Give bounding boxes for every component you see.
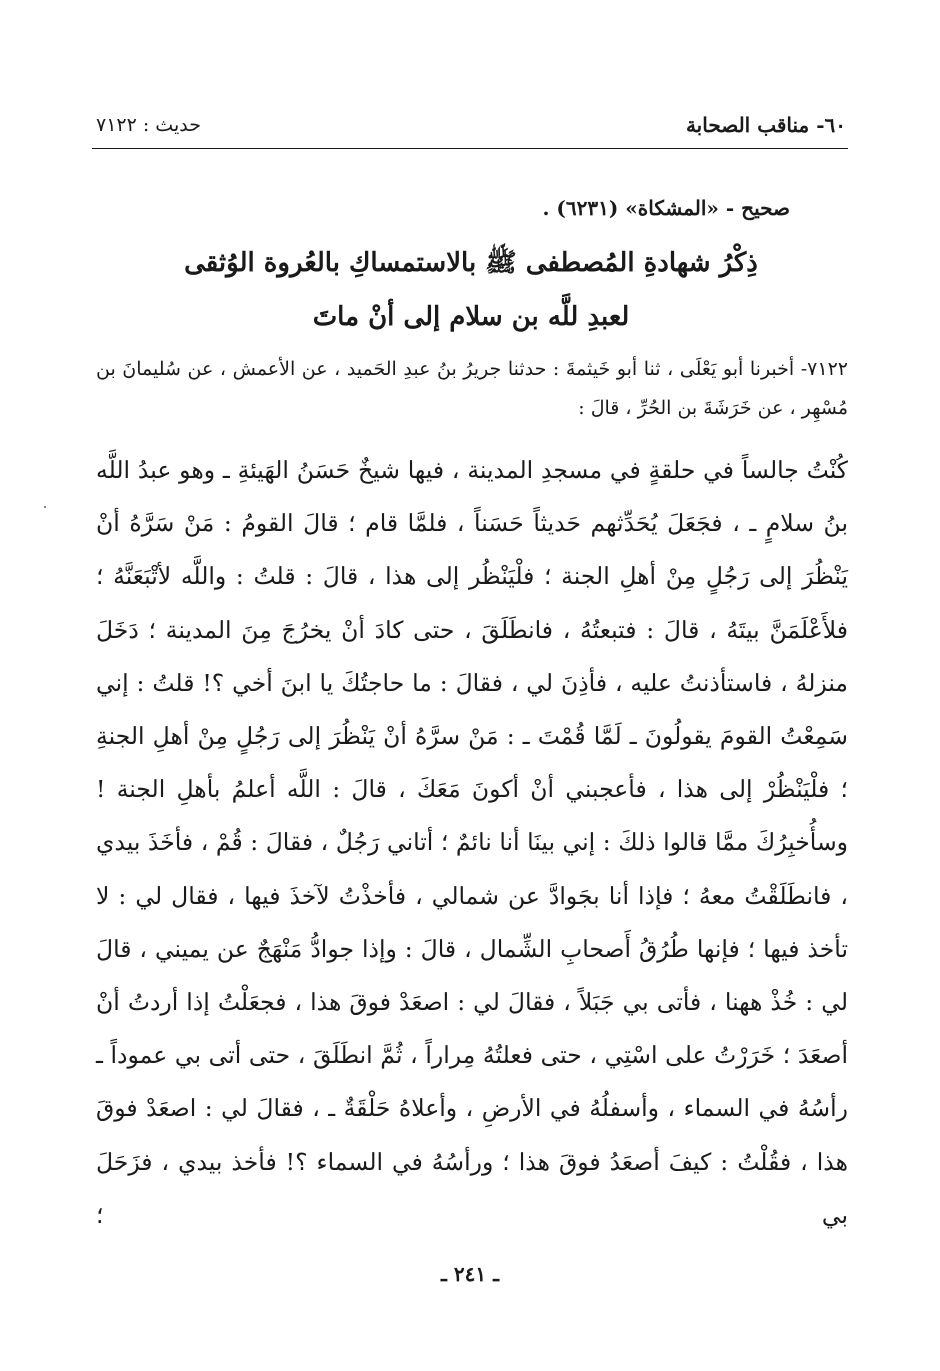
running-header	[96, 108, 846, 142]
hadith-isnad: ٧١٢٢- أخبرنا أبو يَعْلَى ، ثنا أبو خَيثمةَ : حدثنا جريرُ بنُ عبدِ الحَميد ، عن الأعمش ، عن سُليمانَ بن مُسْهِر ، عن خَرَشَةَ بن الحُرِّ ، قالَ :	[96, 358, 848, 419]
header-divider	[92, 148, 848, 149]
margin-speck	[44, 506, 46, 508]
hadith-grading: صحيح - «المشكاة» (٦٢٣١) .	[542, 196, 790, 220]
chapter-heading	[96, 236, 846, 344]
hadith-reference: حديث : ٧١٢٢	[96, 114, 201, 136]
chapter-heading-line-2: لعبدِ للَّه بن سلام إلى أنْ ماتَ	[312, 302, 630, 332]
page-number: ـ ٢٤١ ـ	[441, 1262, 499, 1286]
chapter-heading-line-1: ذِكْرُ شهادةِ المُصطفى ﷺ بالاستمساكِ بالعُروة الوُثقى	[184, 248, 758, 278]
chapter-running-title: ٦٠- مناقب الصحابة	[685, 113, 846, 137]
hadith-text: كُنْتُ جالساً في حلقةٍ في مسجدِ المدينة ، فيها شيخٌ حَسَنُ الهَيئةِ ـ وهو عبدُ اللَّه بنُ سلامٍ ـ ، فجَعَلَ يُحَدِّثهم حَديثاً حَسَناً ، فلمَّا قام ؛ قالَ القومُ : مَنْ سَرَّهُ أنْ يَنْظُرَ إلى رَجُلٍ مِنْ أهلِ الجنة ؛ فلْيَنْظُر إلى هذا ، قالَ : قلتُ : واللَّه لأتْبَعَنَّهُ ؛ فلأَعْلَمَنَّ بيتَهُ ، قالَ : فتبعتُهُ ، فانطَلَقَ ، حتى كادَ أنْ يخرُجَ مِنَ المدينة ؛ دَخَلَ منزلهُ ، فاستأذنتُ عليه ، فأذِنَ لي ، فقالَ : ما حاجتُكَ يا ابنَ أخي ؟! قلتُ : إني سَمِعْتُ القومَ يقولُونَ ـ لَمَّا قُمْتَ ـ : مَنْ سرَّهُ أنْ يَنْظُرَ إلى رَجُلٍ مِنْ أهلِ الجنةِ ؛ فلْيَنْظُرْ إلى هذا ، فأعجبني أنْ أكونَ مَعَكَ ، قالَ : اللَّه أعلمُ بأهلِ الجنة ! وسأُخبِرُكَ ممَّا قالوا ذلكَ : إني بينَا أنا نائمٌ ؛ أتاني رَجُلٌ ، فقالَ : قُمْ ، فأخَذَ بيدي ، فانطَلَقْتُ معهُ ؛ فإذا أنا بجَوادَّ عن شمالي ، فأخذْتُ لآخذَ فيها ، فقال لي : لا تأخذ فيها ؛ فإنها طُرُقُ أَصحابِ الشِّمال ، قالَ : وإذا جوادُّ مَنْهَجٌ عن يميني ، قالَ لي : خُذْ ههنا ، فأتى بي جَبَلاً ، فقالَ لي : اصعَدْ فوقَ هذا ، فجعَلْتُ إذا أردتُ أنْ أصعَدَ ؛ خَرَرْتُ على اسْتِي ، حتى فعلتُهُ مِراراً ، ثُمَّ انطَلَقَ ، حتى أتى بي عموداً ـ رأسُهُ في السماء ، وأسفلُهُ في الأرضِ ، وأعلاهُ حَلْقَةٌ ـ ، فقالَ لي : اصعَدْ فوقَ هذا ، فقُلْتُ : كيفَ أصعَدُ فوقَ هذا ؛ ورأسُهُ في السماء ؟! فأخذ بيدي ، فزَحَلَ بي ؛	[96, 456, 848, 1229]
